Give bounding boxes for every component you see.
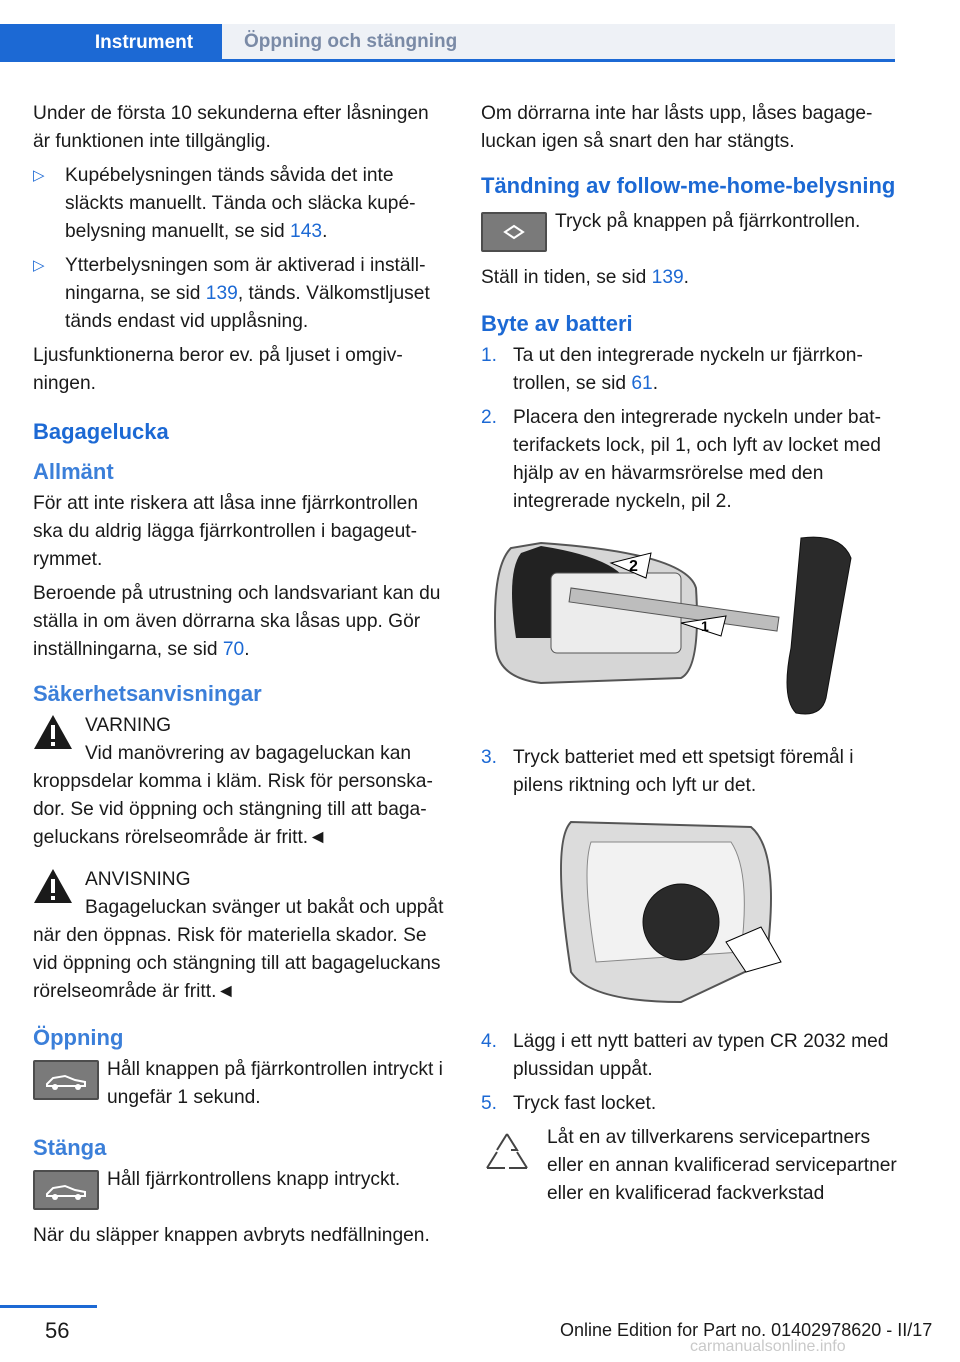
notice-block <box>33 866 451 1006</box>
recycle-block <box>481 1124 899 1208</box>
page-link[interactable]: 61 <box>631 373 653 394</box>
key-fob-image <box>481 528 899 728</box>
list-item <box>481 404 899 516</box>
footer-rule <box>0 1305 97 1308</box>
list-item <box>481 342 899 398</box>
equip-text: Beroende på utrustning och landsvariant kan du ställa in om även dörrarna ska låsas upp. Gör inställningarna, se sid <box>33 583 441 660</box>
time-paragraph <box>481 264 899 292</box>
equip-text-end: . <box>244 639 250 660</box>
heading-allmant: Allmänt <box>33 459 114 484</box>
heading-stanga: Stänga <box>33 1135 107 1160</box>
edition-note: Online Edition for Part no. 01402978620 - II/17 <box>560 1320 933 1340</box>
follow-text: Tryck på knappen på fjärrkontrollen. <box>555 211 861 232</box>
trunk-button-icon <box>33 1170 99 1210</box>
triangle-bullet-icon: ▷ <box>33 167 45 184</box>
step-number: 5. <box>481 1093 498 1114</box>
step-text-end: . <box>652 373 659 394</box>
warning-title: VARNING <box>85 715 171 736</box>
headlight-button-icon <box>481 212 547 252</box>
bullet-text-end: , tänds. Välkomstljuset tänds endast vid upplåsning. <box>65 283 430 332</box>
light-note: Ljusfunktionerna beror ev. på ljuset i omgivningen. <box>33 345 403 394</box>
tab-oppning-label: Öppning och stängning <box>244 30 458 52</box>
tab-oppning[interactable] <box>222 24 895 59</box>
allmant-paragraph: För att inte riskera att låsa inne fjärrkontrollen ska du aldrig lägga fjärrkontrollen i bagageutrymmet. <box>33 493 418 570</box>
page-header <box>0 24 895 62</box>
step-number: 4. <box>481 1031 498 1052</box>
warning-block <box>33 712 451 852</box>
equip-paragraph <box>33 580 451 664</box>
header-rule <box>0 59 895 62</box>
battery-image <box>481 812 899 1012</box>
tab-instrument[interactable] <box>0 24 222 62</box>
figure-label-1: 1 <box>701 618 709 634</box>
figure-label-2: 2 <box>629 558 638 575</box>
recycle-text: Låt en av tillverkarens servicepartners eller en annan kvalificerad servicepartner eller en kvalificerad fackverkstad <box>547 1127 897 1204</box>
heading-oppning: Öppning <box>33 1025 124 1050</box>
battery-remove-illustration <box>481 812 899 1012</box>
page-link[interactable]: 139 <box>651 267 684 288</box>
intro-paragraph: Under de första 10 sekunderna efter låsningen är funktionen inte tillgänglig. <box>33 103 429 152</box>
step-text: Tryck batteriet med ett spetsigt föremål i pilens riktning och lyft ur det. <box>513 747 854 796</box>
watermark: carmanualsonline.info <box>690 1338 846 1355</box>
right-column <box>481 100 899 1216</box>
warning-text: Vid manövrering av bagageluckan kan kroppsdelar komma i kläm. Risk för personskador. Se vid öppning och stängning till att bagageluckans rörelseområde är fritt.◄ <box>33 743 433 848</box>
step-text: Placera den integrerade nyckeln under batterifackets lock, pil 1, och lyft av locket med hjälp av en hävarmsrörelse med den integrerade nyckeln, pil 2. <box>513 407 881 512</box>
stanga-block <box>33 1166 451 1214</box>
warning-triangle-icon <box>33 868 73 904</box>
oppning-text: Håll knappen på fjärrkontrollen intryckt i ungefär 1 sekund. <box>107 1059 443 1108</box>
heading-bagagelucka: Bagagelucka <box>33 419 169 444</box>
trunk-button-icon <box>33 1060 99 1100</box>
step-text: Tryck fast locket. <box>513 1093 657 1114</box>
list-item <box>481 744 899 800</box>
step-number: 2. <box>481 407 498 428</box>
heading-sakerhet: Säkerhetsanvisningar <box>33 681 262 706</box>
intro-paragraph-right: Om dörrarna inte har låsts upp, låses bagageluckan igen så snart den har stängts. <box>481 103 873 152</box>
notice-title: ANVISNING <box>85 869 191 890</box>
heading-follow-me-home: Tändning av follow-me-home-belysning <box>481 173 896 198</box>
warning-triangle-icon <box>33 714 73 750</box>
oppning-block <box>33 1056 451 1112</box>
step-number: 3. <box>481 747 498 768</box>
notice-text: Bagageluckan svänger ut bakåt och uppåt när den öppnas. Risk för materiella skador. Se vid öppning och stängning till att bagageluckans rörelseområde är fritt.◄ <box>33 897 444 1002</box>
step-text: Ta ut den integrerade nyckeln ur fjärrkontrollen, se sid <box>513 345 863 394</box>
tab-instrument-label: Instrument <box>94 32 194 53</box>
triangle-bullet-icon: ▷ <box>33 257 45 274</box>
release-paragraph: När du släpper knappen avbryts nedfällningen. <box>33 1225 430 1246</box>
step-number: 1. <box>481 345 498 366</box>
page-link[interactable]: 139 <box>205 283 238 304</box>
bullet-text: Ytterbelysningen som är aktiverad i inställningarna, se sid <box>65 255 426 304</box>
stanga-text: Håll fjärrkontrollens knapp intryckt. <box>107 1169 401 1190</box>
list-item <box>33 252 451 336</box>
follow-block <box>481 208 899 256</box>
bullet-text-end: . <box>322 221 328 242</box>
page-link[interactable]: 70 <box>222 639 245 660</box>
left-column <box>33 100 451 1256</box>
list-item <box>481 1090 899 1118</box>
heading-byte-av-batteri: Byte av batteri <box>481 311 633 336</box>
page-number: 56 <box>45 1318 70 1343</box>
time-text: Ställ in tiden, se sid <box>481 267 652 288</box>
page-link[interactable]: 143 <box>290 221 323 242</box>
key-battery-illustration <box>481 528 899 728</box>
list-item <box>481 1028 899 1084</box>
recycle-icon <box>481 1130 533 1180</box>
time-text-end: . <box>683 267 690 288</box>
bullet-text: Kupébelysningen tänds såvida det inte släckts manuellt. Tända och släcka kupébelysning manuellt, se sid <box>65 165 416 242</box>
step-text: Lägg i ett nytt batteri av typen CR 2032 med plussidan uppåt. <box>513 1031 889 1080</box>
list-item <box>33 162 451 246</box>
